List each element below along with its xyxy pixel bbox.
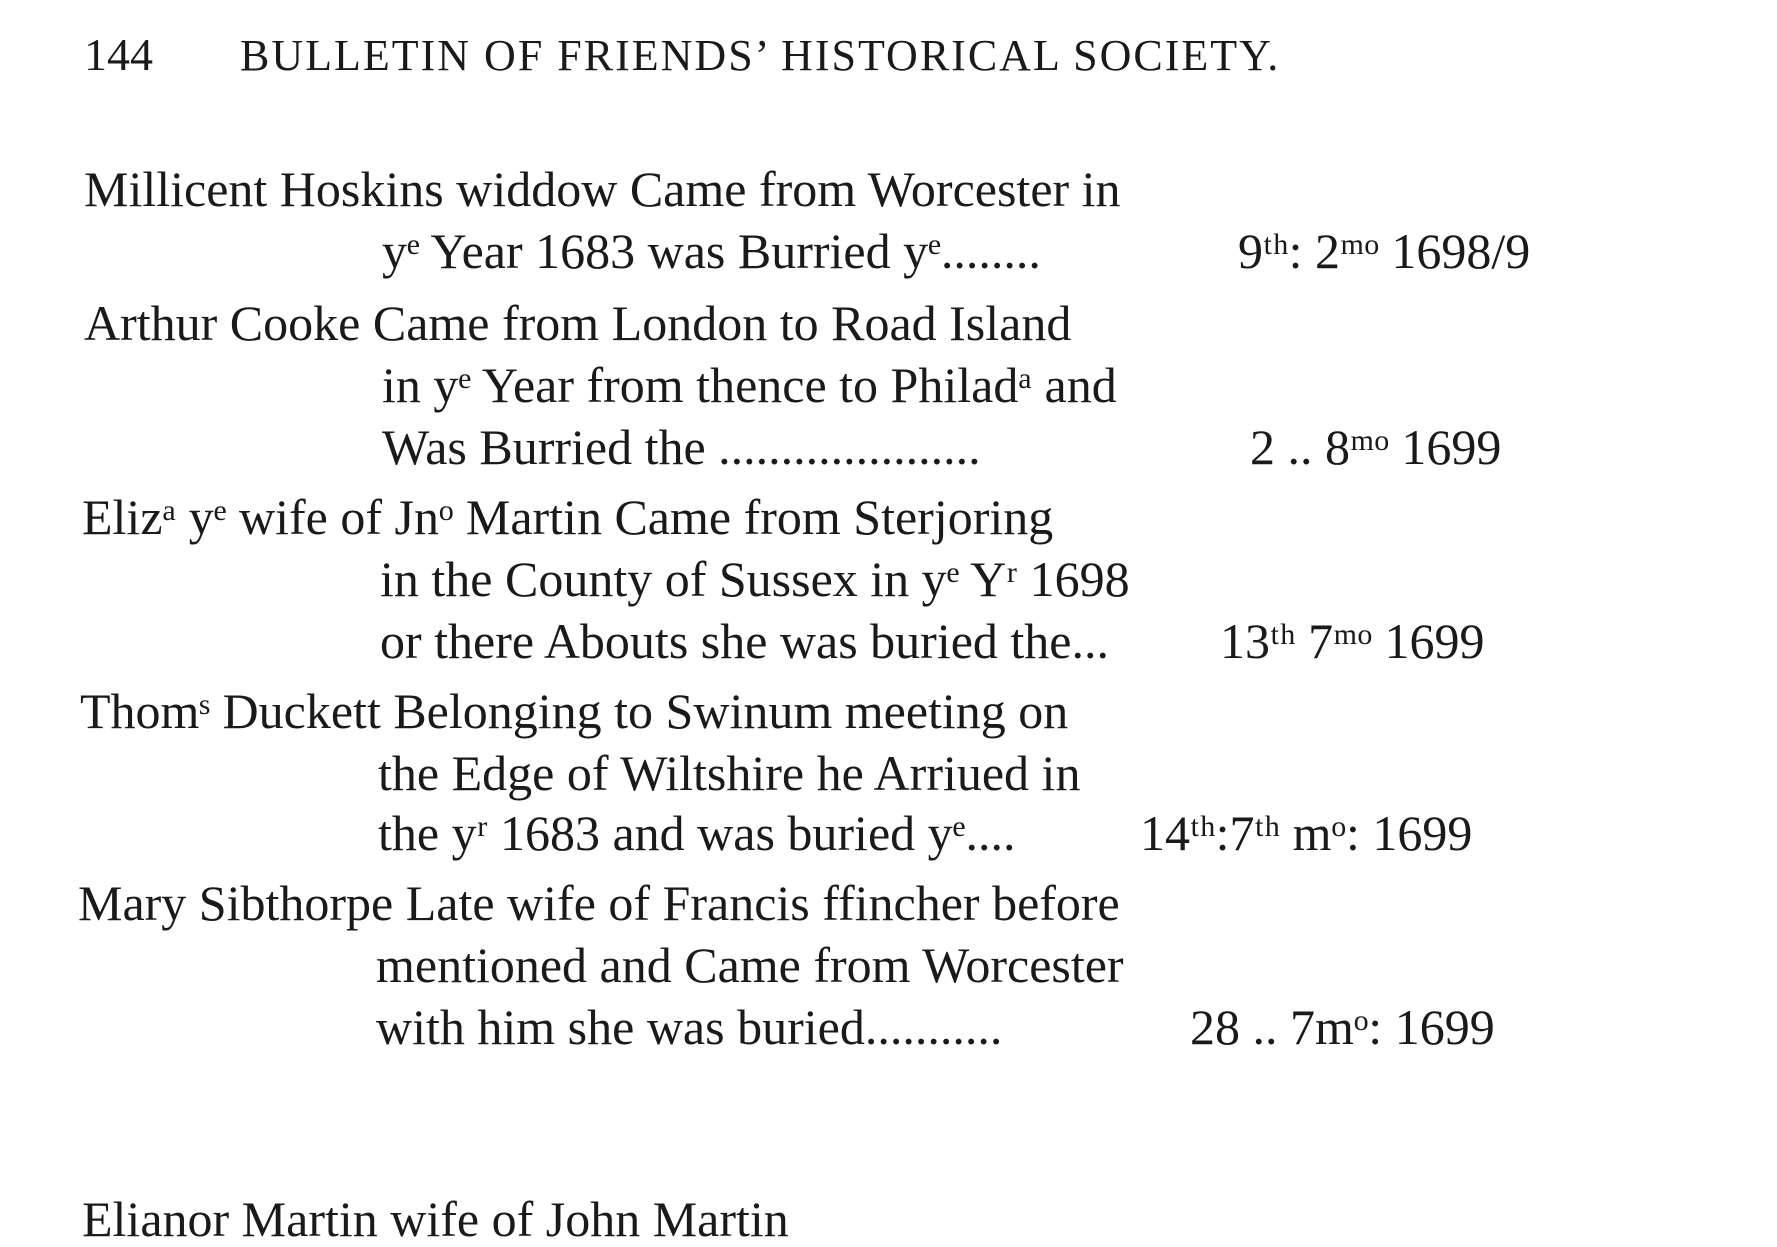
entry-line: Thomˢ Duckett Belonging to Swinum meeting on: [80, 683, 1069, 739]
truncated-next-line: [82, 1191, 1562, 1247]
entry-line: yᵉ Year 1683 was Burried yᵉ........: [382, 223, 1041, 279]
entry-line: with him she was buried...........: [376, 999, 1003, 1055]
entry-line: mentioned and Came from Worcester: [376, 937, 1124, 993]
entry-line: the yʳ 1683 and was buried yᵉ....: [378, 805, 1016, 861]
entry-line: Mary Sibthorpe Late wife of Francis ffincher before: [78, 875, 1120, 931]
burial-date: 28 .. 7mᵒ: 1699: [1190, 999, 1495, 1055]
entry-line: or there Abouts she was buried the...: [380, 613, 1110, 669]
entry-line: the Edge of Wiltshire he Arriued in: [378, 745, 1081, 801]
page-number: 144: [84, 29, 153, 80]
entry-line: Millicent Hoskins widdow Came from Worcester in: [84, 161, 1121, 217]
burial-date: 9ᵗʰ: 2ᵐᵒ 1698/9: [1238, 223, 1531, 279]
burial-date: 13ᵗʰ 7ᵐᵒ 1699: [1220, 613, 1485, 669]
entry-line: in the County of Sussex in yᵉ Yʳ 1698: [380, 551, 1130, 607]
entry-line: Elizᵃ yᵉ wife of Jnᵒ Martin Came from Sterjoring: [82, 489, 1054, 545]
entry-line: Was Burried the .....................: [382, 419, 981, 475]
entry-line: in yᵉ Year from thence to Philadᵃ and: [382, 357, 1117, 413]
running-title: BULLETIN OF FRIENDS’ HISTORICAL SOCIETY.: [240, 31, 1281, 80]
burial-date: 14ᵗʰ:7ᵗʰ mᵒ: 1699: [1140, 805, 1473, 861]
burial-date: 2 .. 8ᵐᵒ 1699: [1250, 419, 1502, 475]
entry-line: Arthur Cooke Came from London to Road Island: [84, 295, 1072, 351]
page-header: [0, 0, 1777, 110]
truncated-line-text: Elianor Martin wife of John Martin: [82, 1191, 789, 1247]
